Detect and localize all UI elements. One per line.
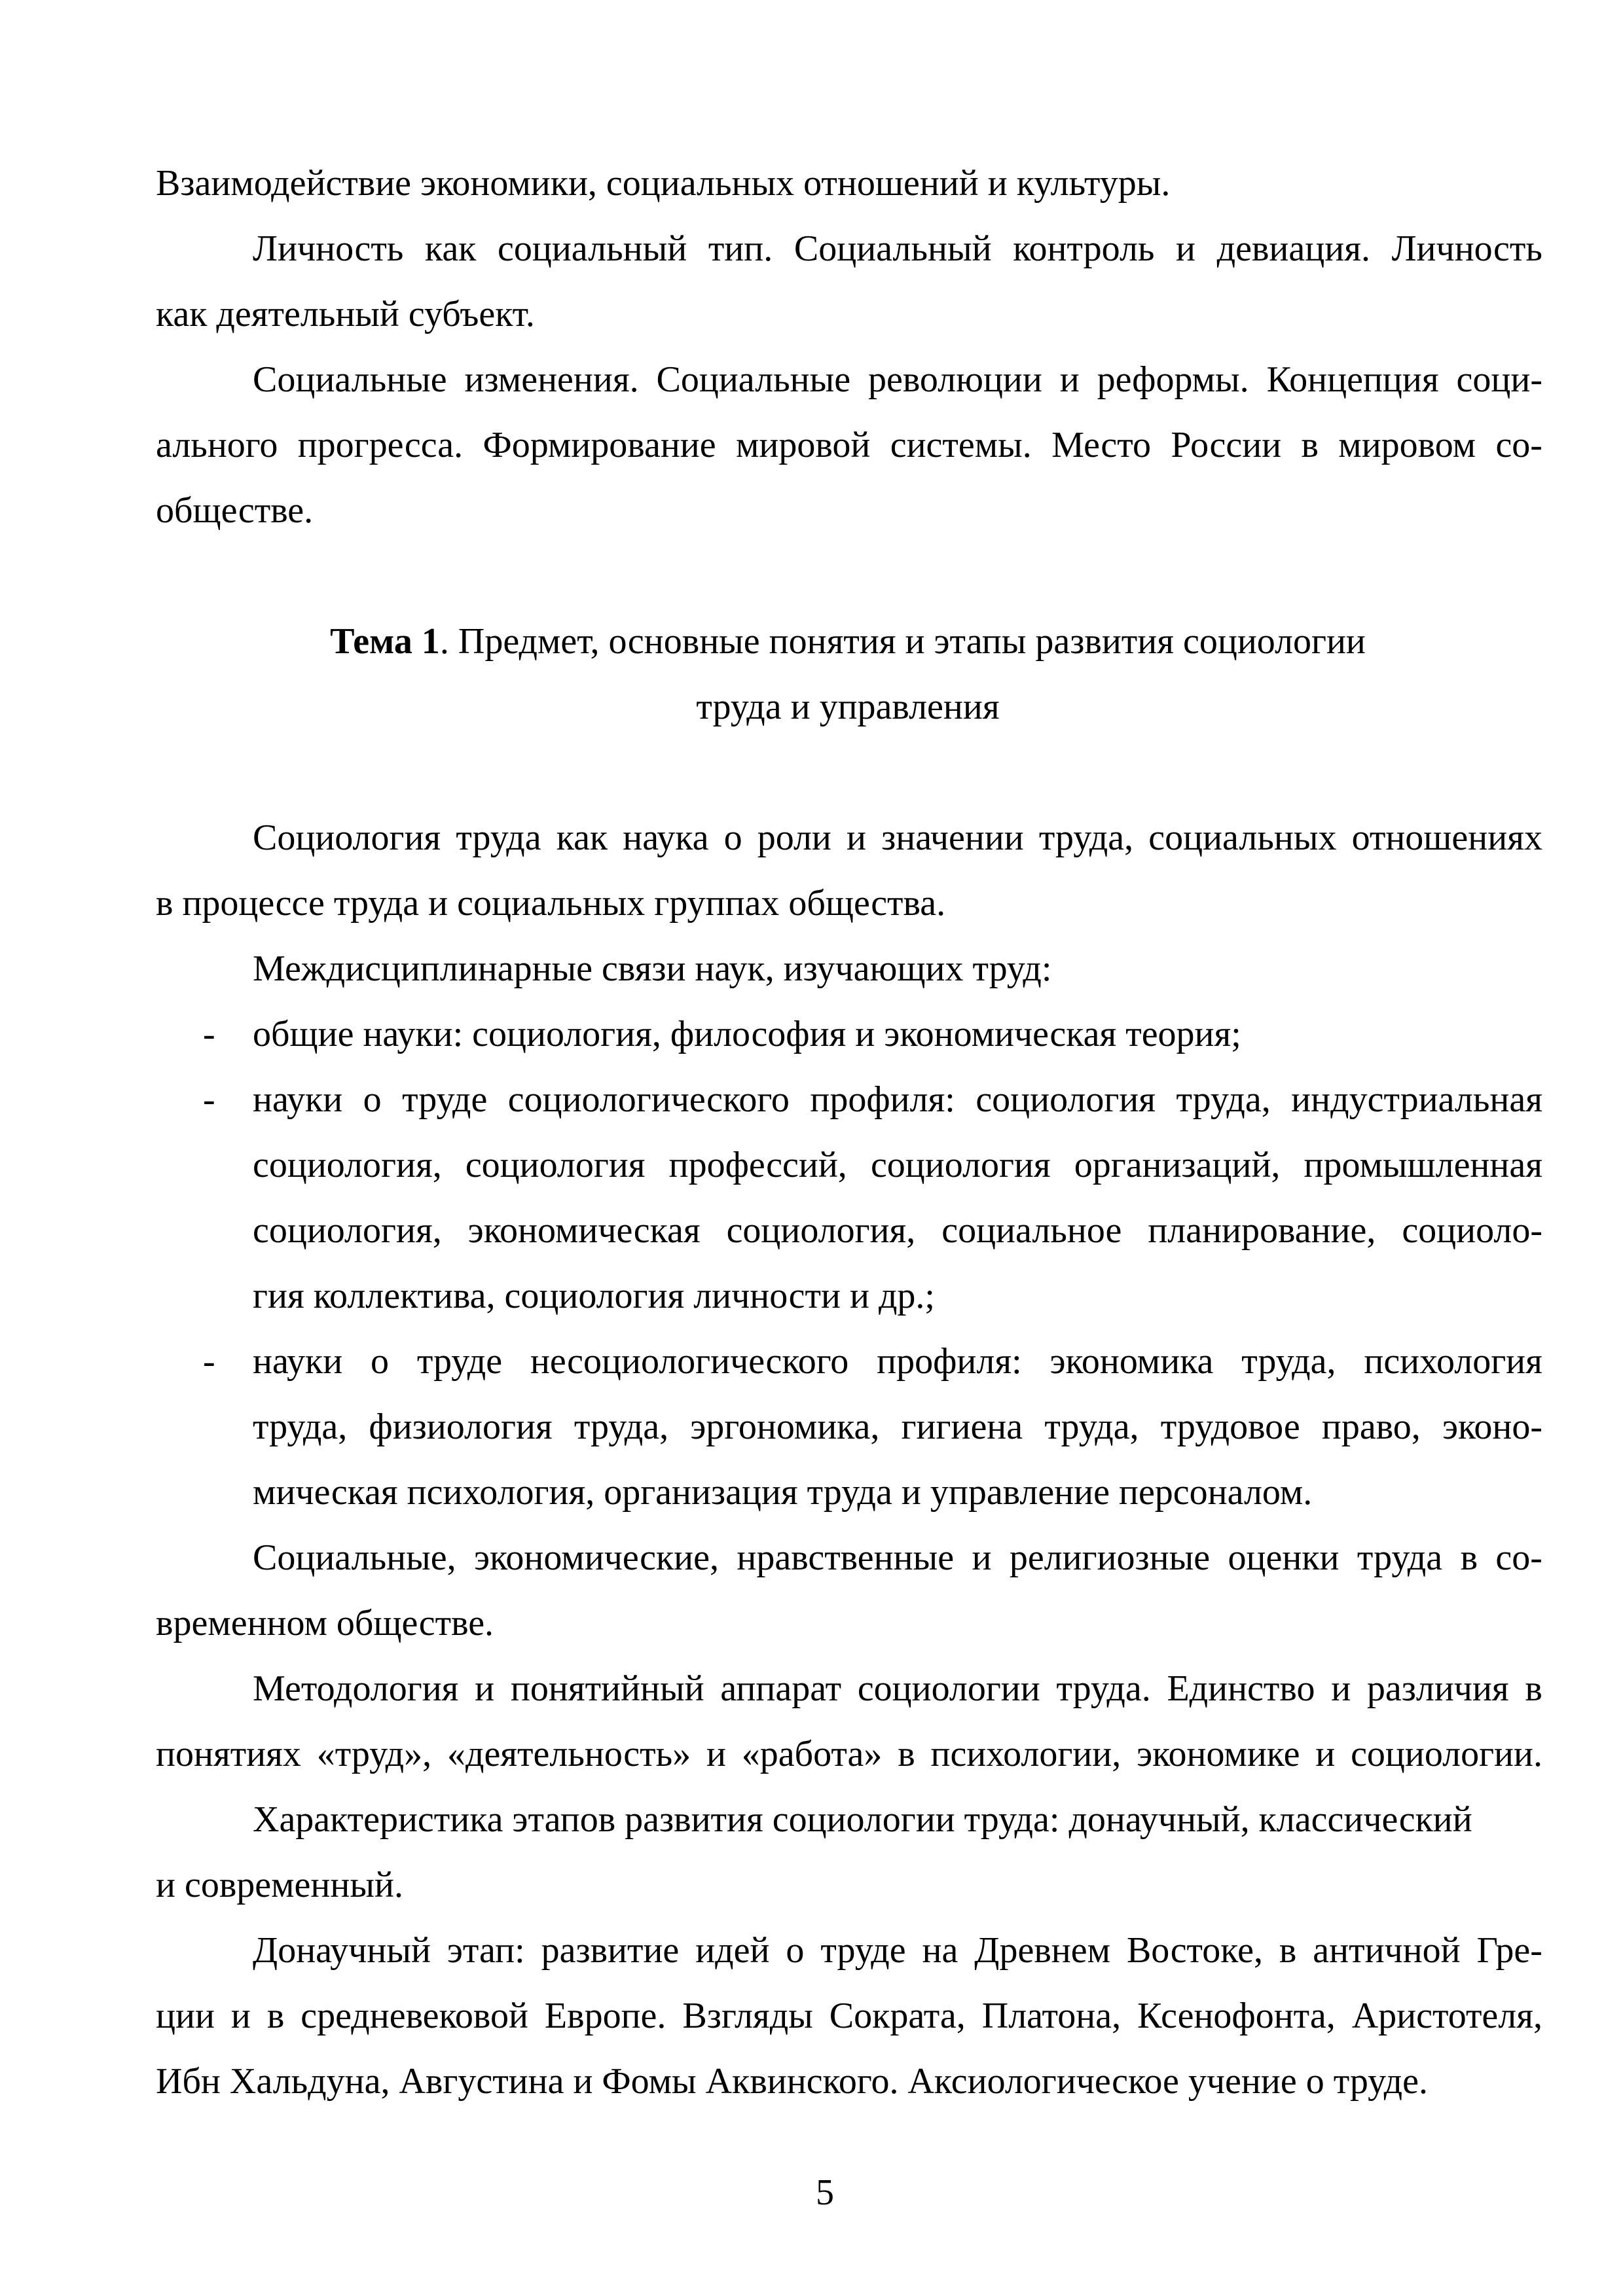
list-marker-3: -: [203, 1341, 215, 1382]
word: и: [1176, 228, 1196, 269]
word: как: [556, 817, 608, 858]
word: и: [1331, 1668, 1351, 1709]
word: о: [786, 1930, 805, 1971]
word: экономике: [1137, 1734, 1300, 1774]
word: труда,: [253, 1407, 348, 1447]
word: труда: [1357, 1537, 1443, 1578]
list-item-3-line-1: [253, 1338, 1542, 1385]
word: психологии,: [930, 1734, 1122, 1774]
word: идей: [695, 1930, 770, 1971]
word: и: [475, 1668, 495, 1709]
list-item-3-line-2: [253, 1403, 1542, 1450]
word: право,: [1321, 1407, 1421, 1447]
word: Социальные: [253, 359, 447, 400]
word: Социальный: [793, 228, 992, 269]
word: Европе.: [544, 1996, 666, 2036]
word: о: [371, 1341, 389, 1382]
word: тип.: [708, 228, 773, 269]
word: значении: [881, 817, 1024, 858]
body-p6-line-1: [253, 1927, 1542, 1974]
word: социологического: [507, 1079, 790, 1120]
word: Социальные,: [253, 1537, 456, 1578]
topic-heading-line-2: труда и управления: [696, 687, 1000, 727]
word: и: [230, 1996, 251, 2036]
word: труда,: [1044, 1407, 1139, 1447]
word: социология,: [253, 1210, 442, 1251]
word: нравственные: [737, 1537, 955, 1578]
word: как: [424, 228, 477, 269]
topic-number: Тема 1: [330, 621, 440, 662]
list-item-1-line-1: общие науки: социология, философия и экономическая теория;: [253, 1014, 1241, 1054]
word: труда,: [1241, 1341, 1336, 1382]
word: мировой: [735, 425, 871, 465]
word: ции: [156, 1996, 215, 2036]
word: социальных: [1148, 817, 1337, 858]
word: Личность: [1391, 228, 1542, 269]
list-marker-2: -: [203, 1079, 215, 1120]
word: экономическая: [467, 1210, 701, 1251]
word: труде: [402, 1079, 488, 1120]
word: соци-: [1456, 359, 1542, 400]
list-item-2-line-2: [253, 1141, 1542, 1189]
word: развитие: [541, 1930, 680, 1971]
word: понятиях: [156, 1734, 301, 1774]
word: социология,: [253, 1145, 442, 1185]
list-item-2-line-4: гия коллектива, социология личности и др.;: [253, 1276, 935, 1316]
word: в: [1525, 1668, 1542, 1709]
word: в: [1460, 1537, 1478, 1578]
word: и: [1315, 1734, 1336, 1774]
list-item-3-line-3: мическая психология, организация труда и управление персоналом.: [253, 1472, 1313, 1513]
word: средневековой: [301, 1996, 528, 2036]
word: системы.: [890, 425, 1032, 465]
word: физиология: [369, 1407, 553, 1447]
word: Методология: [253, 1668, 459, 1709]
word: Древнем: [974, 1930, 1111, 1971]
word: этап:: [447, 1930, 525, 1971]
body-p6-line-2: [156, 1992, 1542, 2039]
word: социоло-: [1402, 1210, 1542, 1251]
word: понятийный: [510, 1668, 704, 1709]
word: труда,: [1176, 1079, 1271, 1120]
word: аппарат: [720, 1668, 842, 1709]
body-p4-line-2: [156, 1731, 1542, 1778]
word: и: [847, 817, 866, 858]
word: Донаучный: [253, 1930, 431, 1971]
word: реформы.: [1097, 359, 1249, 400]
word: о: [723, 817, 742, 858]
word: Платона,: [981, 1996, 1122, 2036]
word: ального: [156, 425, 278, 465]
word: античной: [1313, 1930, 1461, 1971]
word: о: [363, 1079, 382, 1120]
page-number: 5: [816, 2172, 834, 2213]
word: Ксенофонта,: [1137, 1996, 1336, 2036]
word: профиля:: [877, 1341, 1022, 1382]
word: Аристотеля,: [1351, 1996, 1542, 2036]
word: социология: [976, 1079, 1156, 1120]
word: профиля:: [810, 1079, 955, 1120]
word: в: [1301, 425, 1319, 465]
word: изменения.: [464, 359, 639, 400]
word: трудовое: [1160, 1407, 1300, 1447]
word: Концепция: [1266, 359, 1439, 400]
body-p1-line-2: в процессе труда и социальных группах общества.: [156, 883, 946, 924]
body-p3-line-1: [253, 1534, 1542, 1581]
body-p3-line-2: временном обществе.: [156, 1603, 494, 1643]
word: эконо-: [1442, 1407, 1542, 1447]
word: роли: [757, 817, 831, 858]
word: Личность: [253, 228, 404, 269]
word: на: [922, 1930, 958, 1971]
list-item-2-line-3: [253, 1207, 1542, 1254]
word: социология,: [726, 1210, 916, 1251]
word: труда,: [1038, 817, 1134, 858]
word: организаций,: [1074, 1145, 1281, 1185]
word: промышленная: [1304, 1145, 1542, 1185]
word: труде: [820, 1930, 906, 1971]
word: в: [266, 1996, 285, 2036]
word: России: [1171, 425, 1282, 465]
word: Востоке,: [1126, 1930, 1263, 1971]
word: «работа»: [741, 1734, 883, 1774]
word: социальный: [498, 228, 687, 269]
word: отношениях: [1351, 817, 1542, 858]
word: Место: [1051, 425, 1152, 465]
intro-p2-line-2: как деятельный субъект.: [156, 294, 535, 334]
list-item-2-line-1: [253, 1076, 1542, 1123]
word: науки: [253, 1079, 343, 1120]
word: экономика: [1049, 1341, 1214, 1382]
word: труда,: [574, 1407, 669, 1447]
word: революции: [867, 359, 1042, 400]
intro-p3-line-3: обществе.: [156, 490, 314, 531]
word: экономические,: [473, 1537, 719, 1578]
body-p2: Междисциплинарные связи наук, изучающих труд:: [253, 948, 1052, 989]
word: наука: [623, 817, 709, 858]
word: социологии: [857, 1668, 1040, 1709]
word: Социология: [253, 817, 441, 858]
word: в: [1279, 1930, 1297, 1971]
word: науки: [253, 1341, 343, 1382]
word: труда: [456, 817, 541, 858]
word: гигиена: [901, 1407, 1023, 1447]
word: «труд»,: [316, 1734, 432, 1774]
word: Гре-: [1476, 1930, 1542, 1971]
intro-line-1: Взаимодействие экономики, социальных отношений и культуры.: [156, 163, 1171, 204]
word: Социальные: [656, 359, 851, 400]
word: религиозные: [1009, 1537, 1211, 1578]
word: оценки: [1228, 1537, 1340, 1578]
topic-title-part-1: . Предмет, основные понятия и этапы развития социологии: [439, 621, 1366, 662]
word: Формирование: [483, 425, 716, 465]
intro-p3-line-2: [156, 422, 1542, 469]
body-p5-line-1: Характеристика этапов развития социологии труда: донаучный, классический: [253, 1799, 1472, 1840]
body-p5-line-2: и современный.: [156, 1865, 403, 1905]
word: прогресса.: [297, 425, 464, 465]
word: социология: [870, 1145, 1051, 1185]
body-p4-line-1: [253, 1665, 1542, 1712]
word: Взгляды: [682, 1996, 813, 2036]
word: несоциологического: [530, 1341, 849, 1382]
word: «деятельность»: [447, 1734, 691, 1774]
word: различия: [1366, 1668, 1509, 1709]
word: и: [1059, 359, 1080, 400]
word: планирование,: [1148, 1210, 1376, 1251]
intro-p2-line-1: [253, 225, 1542, 272]
word: эргономика,: [690, 1407, 880, 1447]
word: труде: [416, 1341, 503, 1382]
word: контроль: [1013, 228, 1155, 269]
word: девиация.: [1216, 228, 1370, 269]
word: Единство: [1167, 1668, 1315, 1709]
word: со-: [1495, 425, 1542, 465]
intro-p3-line-1: [253, 356, 1542, 403]
word: и: [972, 1537, 992, 1578]
word: социальное: [941, 1210, 1122, 1251]
topic-heading-line-1: [0, 618, 1623, 665]
word: мировом: [1338, 425, 1476, 465]
word: профессий,: [668, 1145, 847, 1185]
word: социология: [465, 1145, 646, 1185]
word: труда.: [1056, 1668, 1151, 1709]
word: со-: [1495, 1537, 1542, 1578]
body-p6-line-3: Ибн Хальдуна, Августина и Фомы Аквинского. Аксиологическое учение о труде.: [156, 2061, 1428, 2102]
list-marker-1: -: [203, 1014, 215, 1054]
word: в: [898, 1734, 915, 1774]
body-p1-line-1: [253, 814, 1542, 861]
word: социологии.: [1351, 1734, 1542, 1774]
word: психология: [1364, 1341, 1542, 1382]
word: и: [706, 1734, 726, 1774]
word: Сократа,: [829, 1996, 966, 2036]
word: индустриальная: [1291, 1079, 1542, 1120]
